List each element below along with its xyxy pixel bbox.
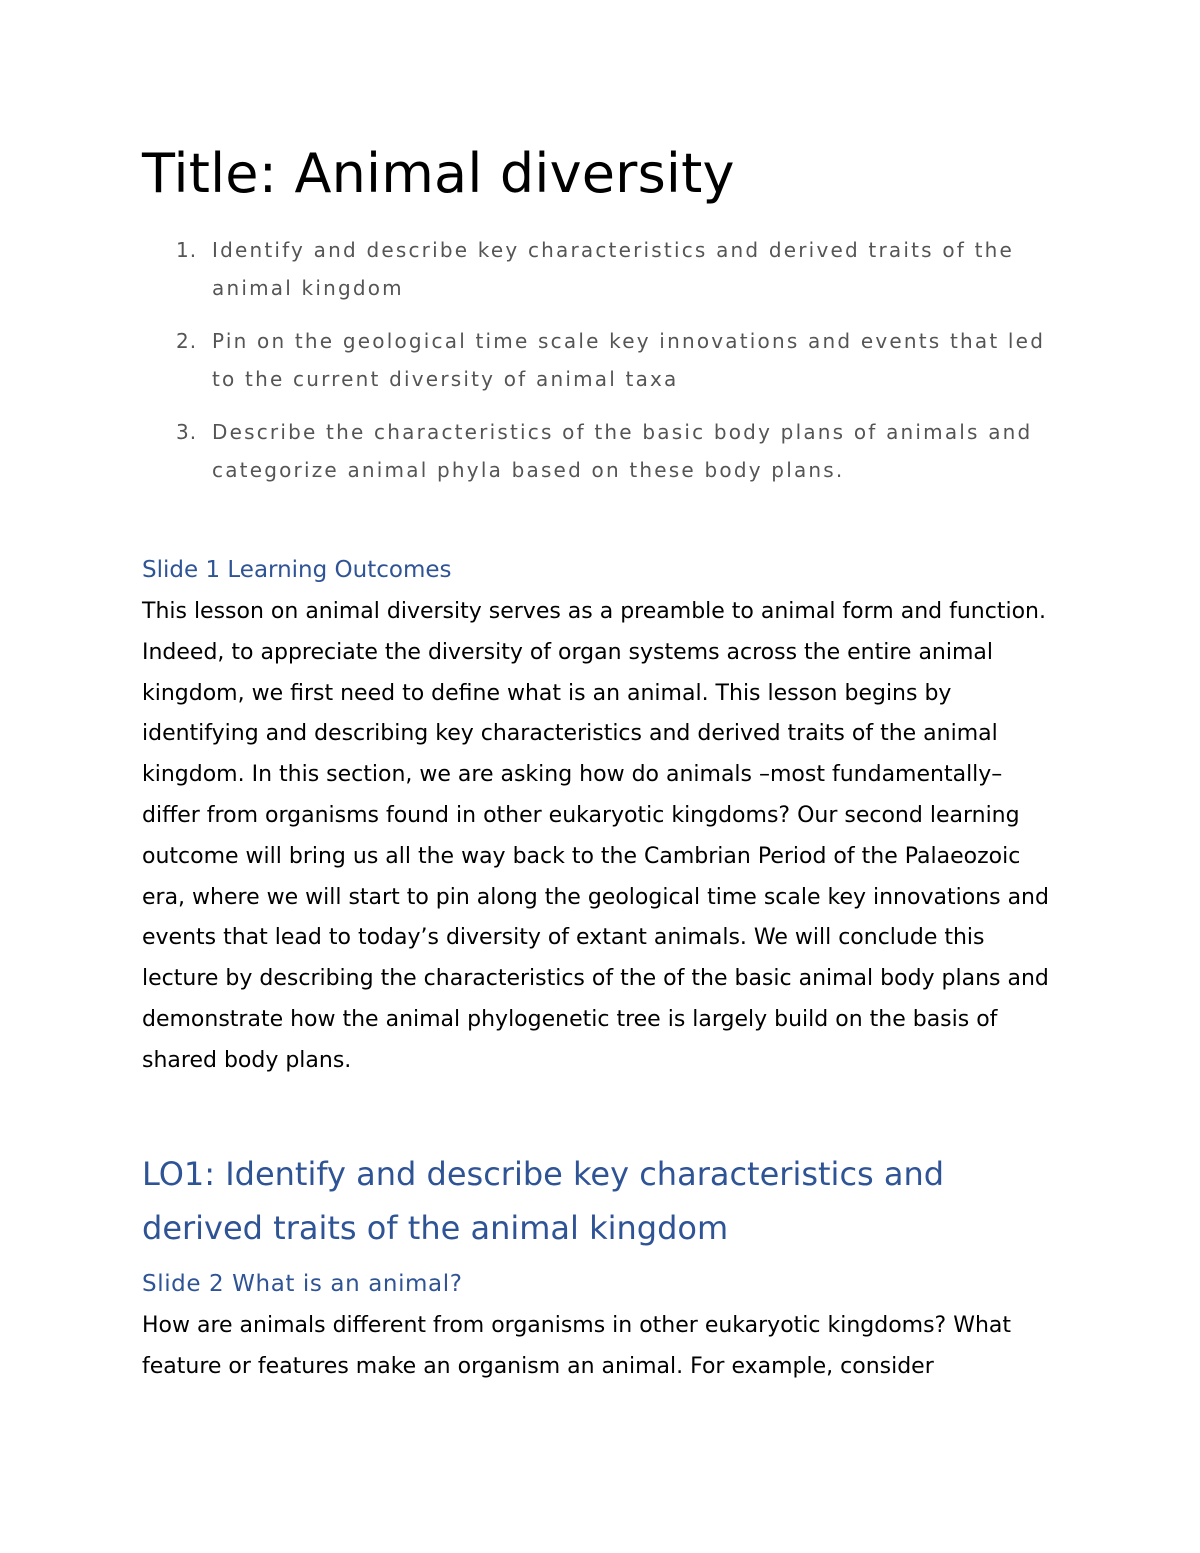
list-item [142,231,1067,307]
list-item-text: Describe the characteristics of the basic body plans of animals and categorize animal phyla based on these body plans. [212,420,1033,482]
list-number: 2. [176,329,198,353]
list-number: 3. [176,420,198,444]
list-item [142,322,1067,398]
lo1-heading: LO1: Identify and describe key characteristics and derived traits of the animal kingdom [142,1155,945,1247]
learning-outcomes-list [142,231,1067,504]
slide1-paragraph: This lesson on animal diversity serves as a preamble to animal form and function. Indeed, to appreciate the diversity of organ systems across the entire animal kingdom, we first need to define what is an animal. This lesson begins by identifying and describing key characteristics and derived traits of the animal kingdom. In this section, we are asking how do animals –most fundamentally– differ from organisms found in other eukaryotic kingdoms? Our second learning outcome will bring us all the way back to the Cambrian Period of the Palaeozoic era, where we will start to pin along the geological time scale key innovations and events that lead to today’s diversity of extant animals. We will conclude this lecture by describing the characteristics of the of the basic animal body plans and demonstrate how the animal phylogenetic tree is largely build on the basis of shared body plans. [142,599,1049,1073]
slide2-heading: Slide 2 What is an animal? [142,1271,463,1297]
list-item-text: Pin on the geological time scale key innovations and events that led to the current diversity of animal taxa [212,329,1046,391]
document-title: Title: Animal diversity [142,142,735,205]
list-item-text: Identify and describe key characteristics and derived traits of the animal kingdom [212,238,1014,300]
list-number: 1. [176,238,198,262]
slide2-paragraph: How are animals different from organisms in other eukaryotic kingdoms? What feature or features make an organism an animal. For example, consider [142,1313,1012,1379]
list-item [142,413,1067,489]
slide1-heading: Slide 1 Learning Outcomes [142,557,452,583]
